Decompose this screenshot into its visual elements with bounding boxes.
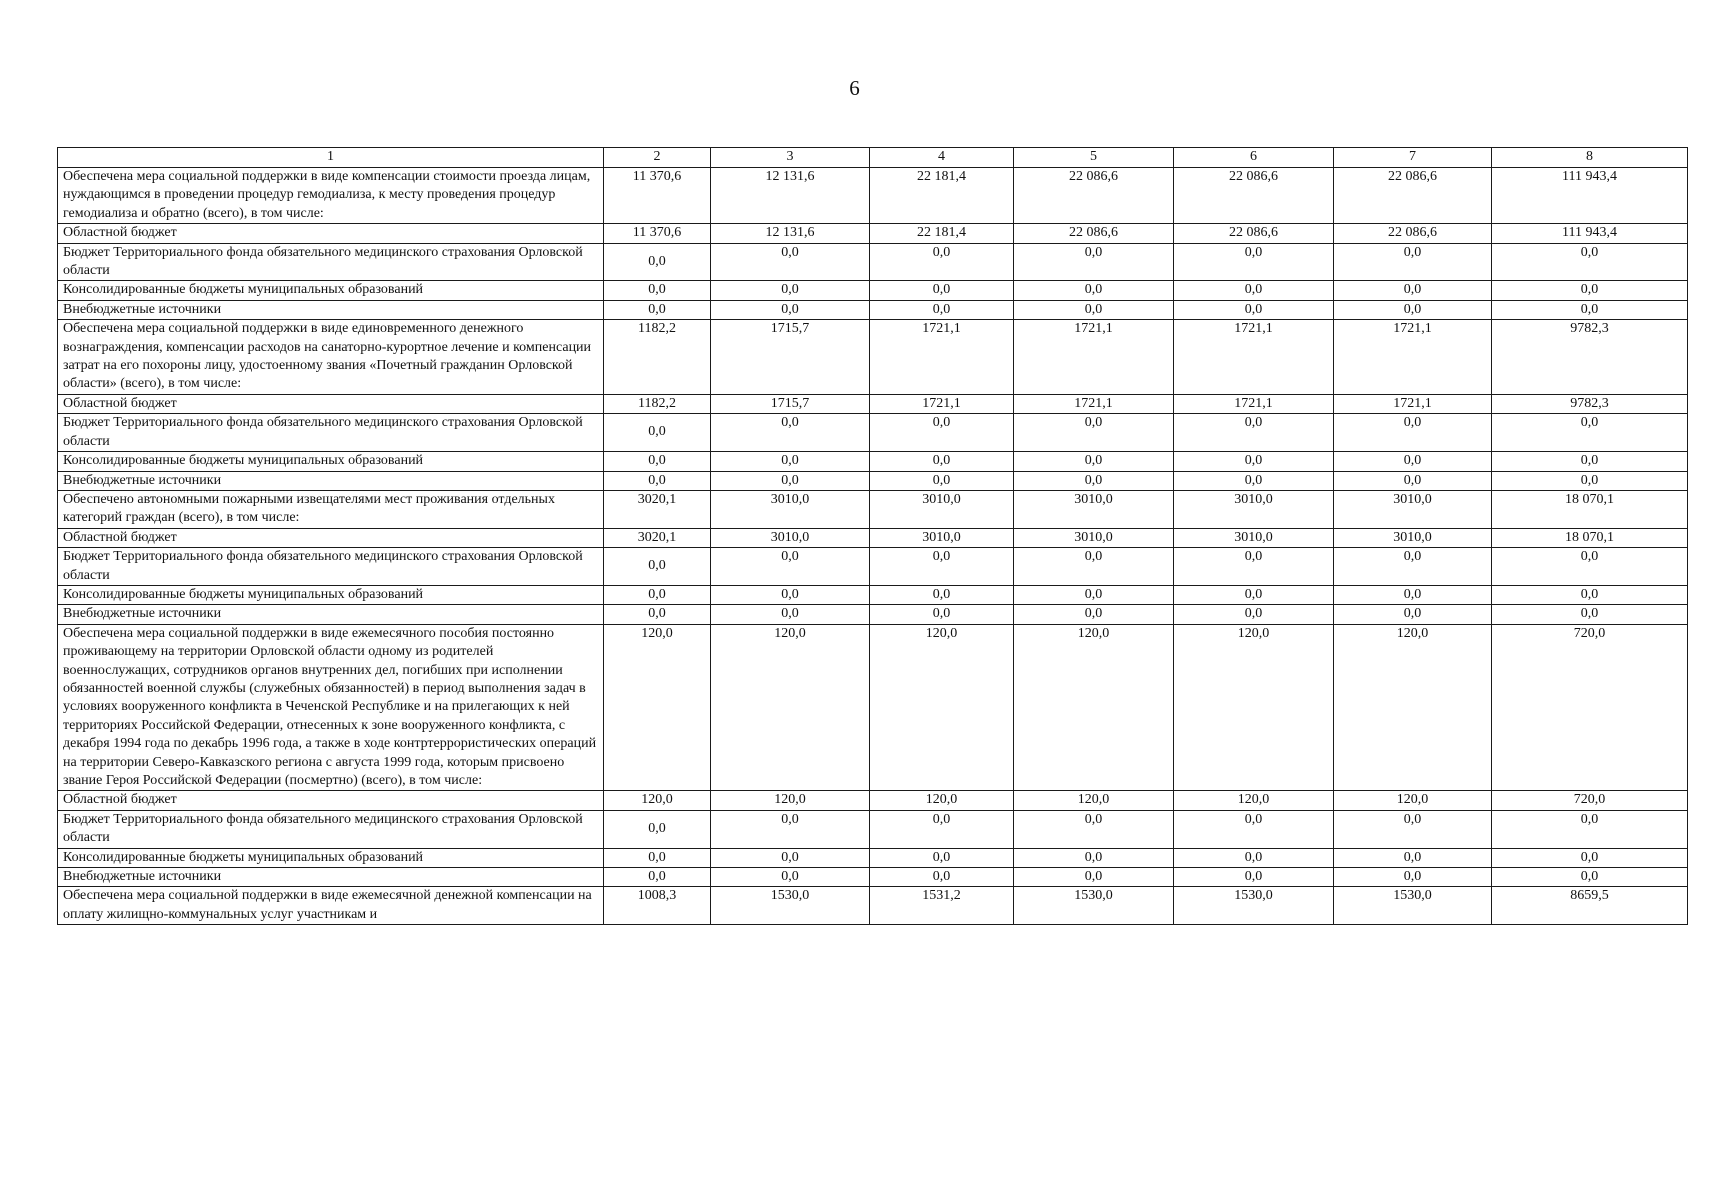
table-row	[58, 605, 1688, 624]
value-cell: 120,0	[1014, 791, 1174, 810]
value-cell: 1721,1	[1174, 394, 1334, 413]
value-cell: 3010,0	[1014, 490, 1174, 528]
value-cell: 120,0	[1174, 624, 1334, 791]
value-cell: 120,0	[1334, 624, 1492, 791]
value-cell: 0,0	[1334, 868, 1492, 887]
table-row	[58, 490, 1688, 528]
value-cell: 0,0	[870, 300, 1014, 319]
value-cell: 0,0	[1014, 868, 1174, 887]
value-cell: 1715,7	[711, 394, 870, 413]
value-cell: 0,0	[1174, 868, 1334, 887]
value-cell: 111 943,4	[1492, 224, 1688, 243]
header-cell: 3	[711, 148, 870, 168]
table-row	[58, 848, 1688, 867]
header-cell: 1	[58, 148, 604, 168]
value-cell: 1530,0	[711, 887, 870, 925]
value-cell: 3010,0	[1014, 528, 1174, 547]
value-cell: 0,0	[711, 548, 870, 586]
value-cell: 0,0	[1174, 414, 1334, 452]
table-row	[58, 791, 1688, 810]
row-label: Обеспечена мера социальной поддержки в виде ежемесячного пособия постоянно проживающему на территории Орловской области одному из родителей военнослужащих, сотрудников органов внутренних дел, погибших при исполнении обязанностей военной службы (служебных обязанностей) в период выполнения задач в условиях вооруженного конфликта в Чеченской Республике и на прилегающих к ней территориях Российской Федерации, отнесенных к зоне вооруженного конфликта, с декабря 1994 года по декабрь 1996 года, а также в ходе контртеррористических операций на территории Северо-Кавказского региона с августа 1999 года, которым присвоено звание Героя Российской Федерации (посмертно) (всего), в том числе:	[58, 624, 604, 791]
row-label: Консолидированные бюджеты муниципальных образований	[58, 281, 604, 300]
value-cell: 3020,1	[604, 528, 711, 547]
value-cell: 120,0	[604, 624, 711, 791]
value-cell: 0,0	[870, 848, 1014, 867]
value-cell: 1530,0	[1014, 887, 1174, 925]
value-cell: 0,0	[1174, 281, 1334, 300]
value-cell: 0,0	[1014, 605, 1174, 624]
table-row	[58, 394, 1688, 413]
value-cell: 22 086,6	[1174, 168, 1334, 224]
value-cell: 0,0	[711, 868, 870, 887]
value-cell: 1715,7	[711, 320, 870, 395]
value-cell: 18 070,1	[1492, 490, 1688, 528]
value-cell: 18 070,1	[1492, 528, 1688, 547]
value-cell: 0,0	[711, 281, 870, 300]
row-label: Консолидированные бюджеты муниципальных образований	[58, 848, 604, 867]
table-row	[58, 810, 1688, 848]
value-cell: 0,0	[1334, 605, 1492, 624]
table-row	[58, 471, 1688, 490]
value-cell: 0,0	[1174, 585, 1334, 604]
budget-table	[57, 147, 1688, 925]
table-row	[58, 243, 1688, 281]
table-header-row	[58, 148, 1688, 168]
row-label: Консолидированные бюджеты муниципальных образований	[58, 585, 604, 604]
header-cell: 5	[1014, 148, 1174, 168]
value-cell: 0,0	[1492, 300, 1688, 319]
value-cell: 3010,0	[870, 490, 1014, 528]
value-cell: 0,0	[711, 452, 870, 471]
value-cell: 0,0	[1014, 243, 1174, 281]
value-cell: 0,0	[1492, 848, 1688, 867]
value-cell: 0,0	[604, 471, 711, 490]
value-cell: 720,0	[1492, 624, 1688, 791]
value-cell: 3010,0	[1174, 490, 1334, 528]
value-cell: 0,0	[1014, 414, 1174, 452]
value-cell: 0,0	[1014, 471, 1174, 490]
value-cell: 1182,2	[604, 394, 711, 413]
value-cell: 22 086,6	[1174, 224, 1334, 243]
value-cell: 120,0	[711, 624, 870, 791]
header-cell: 7	[1334, 148, 1492, 168]
value-cell: 0,0	[1014, 300, 1174, 319]
value-cell: 1721,1	[870, 394, 1014, 413]
value-cell: 0,0	[1174, 548, 1334, 586]
value-cell: 0,0	[870, 414, 1014, 452]
value-cell: 3020,1	[604, 490, 711, 528]
value-cell: 0,0	[870, 548, 1014, 586]
value-cell: 12 131,6	[711, 168, 870, 224]
value-cell: 11 370,6	[604, 168, 711, 224]
value-cell: 0,0	[870, 605, 1014, 624]
value-cell: 1182,2	[604, 320, 711, 395]
row-label: Областной бюджет	[58, 394, 604, 413]
value-cell: 0,0	[1014, 848, 1174, 867]
value-cell: 0,0	[604, 548, 711, 586]
value-cell: 0,0	[1174, 300, 1334, 319]
value-cell: 1721,1	[1334, 320, 1492, 395]
value-cell: 0,0	[1334, 585, 1492, 604]
value-cell: 0,0	[604, 300, 711, 319]
row-label: Обеспечена мера социальной поддержки в виде ежемесячной денежной компенсации на оплату жилищно-коммунальных услуг участникам и	[58, 887, 604, 925]
table-row	[58, 528, 1688, 547]
value-cell: 1721,1	[1334, 394, 1492, 413]
row-label: Внебюджетные источники	[58, 471, 604, 490]
value-cell: 0,0	[1174, 810, 1334, 848]
value-cell: 0,0	[1334, 300, 1492, 319]
value-cell: 120,0	[870, 791, 1014, 810]
row-label: Обеспечена мера социальной поддержки в виде единовременного денежного вознаграждения, компенсации расходов на санаторно-курортное лечение и компенсации затрат на его похороны лицу, удостоенному звания «Почетный гражданин Орловской области» (всего), в том числе:	[58, 320, 604, 395]
value-cell: 120,0	[870, 624, 1014, 791]
value-cell: 120,0	[1334, 791, 1492, 810]
value-cell: 0,0	[1174, 605, 1334, 624]
value-cell: 0,0	[1492, 868, 1688, 887]
value-cell: 0,0	[870, 471, 1014, 490]
row-label: Бюджет Территориального фонда обязательного медицинского страхования Орловской области	[58, 810, 604, 848]
value-cell: 0,0	[1334, 243, 1492, 281]
value-cell: 0,0	[1014, 452, 1174, 471]
table-row	[58, 887, 1688, 925]
row-label: Внебюджетные источники	[58, 605, 604, 624]
value-cell: 0,0	[1334, 471, 1492, 490]
value-cell: 0,0	[1492, 281, 1688, 300]
value-cell: 0,0	[604, 281, 711, 300]
value-cell: 3010,0	[870, 528, 1014, 547]
value-cell: 0,0	[1492, 452, 1688, 471]
row-label: Внебюджетные источники	[58, 868, 604, 887]
header-cell: 4	[870, 148, 1014, 168]
value-cell: 0,0	[1174, 452, 1334, 471]
value-cell: 0,0	[1334, 810, 1492, 848]
value-cell: 0,0	[1492, 810, 1688, 848]
value-cell: 0,0	[604, 452, 711, 471]
row-label: Обеспечена мера социальной поддержки в виде компенсации стоимости проезда лицам, нуждающимся в проведении процедур гемодиализа, к месту проведения процедур гемодиализа и обратно (всего), в том числе:	[58, 168, 604, 224]
value-cell: 0,0	[1334, 452, 1492, 471]
value-cell: 22 086,6	[1014, 224, 1174, 243]
value-cell: 0,0	[1334, 548, 1492, 586]
row-label: Областной бюджет	[58, 224, 604, 243]
value-cell: 9782,3	[1492, 394, 1688, 413]
value-cell: 0,0	[870, 810, 1014, 848]
table-row	[58, 585, 1688, 604]
value-cell: 0,0	[604, 848, 711, 867]
row-label: Областной бюджет	[58, 791, 604, 810]
value-cell: 120,0	[711, 791, 870, 810]
value-cell: 3010,0	[1334, 490, 1492, 528]
value-cell: 1721,1	[1014, 394, 1174, 413]
value-cell: 0,0	[604, 810, 711, 848]
value-cell: 0,0	[711, 300, 870, 319]
row-label: Обеспечено автономными пожарными извещателями мест проживания отдельных категорий граждан (всего), в том числе:	[58, 490, 604, 528]
value-cell: 0,0	[1014, 281, 1174, 300]
value-cell: 0,0	[870, 243, 1014, 281]
table-row	[58, 452, 1688, 471]
row-label: Областной бюджет	[58, 528, 604, 547]
value-cell: 0,0	[711, 243, 870, 281]
value-cell: 0,0	[1492, 243, 1688, 281]
value-cell: 0,0	[1014, 548, 1174, 586]
table-row	[58, 281, 1688, 300]
value-cell: 0,0	[1014, 810, 1174, 848]
value-cell: 0,0	[711, 585, 870, 604]
table-row	[58, 224, 1688, 243]
value-cell: 1008,3	[604, 887, 711, 925]
value-cell: 0,0	[711, 414, 870, 452]
value-cell: 1721,1	[1174, 320, 1334, 395]
header-cell: 6	[1174, 148, 1334, 168]
value-cell: 0,0	[1492, 585, 1688, 604]
value-cell: 0,0	[870, 452, 1014, 471]
value-cell: 0,0	[711, 848, 870, 867]
value-cell: 0,0	[1334, 414, 1492, 452]
value-cell: 9782,3	[1492, 320, 1688, 395]
value-cell: 22 086,6	[1014, 168, 1174, 224]
value-cell: 3010,0	[1334, 528, 1492, 547]
header-cell: 8	[1492, 148, 1688, 168]
value-cell: 120,0	[1174, 791, 1334, 810]
value-cell: 22 086,6	[1334, 168, 1492, 224]
value-cell: 0,0	[604, 414, 711, 452]
row-label: Бюджет Территориального фонда обязательного медицинского страхования Орловской области	[58, 243, 604, 281]
value-cell: 120,0	[604, 791, 711, 810]
value-cell: 3010,0	[1174, 528, 1334, 547]
row-label: Бюджет Территориального фонда обязательного медицинского страхования Орловской области	[58, 548, 604, 586]
row-label: Консолидированные бюджеты муниципальных образований	[58, 452, 604, 471]
row-label: Внебюджетные источники	[58, 300, 604, 319]
value-cell: 22 086,6	[1334, 224, 1492, 243]
value-cell: 111 943,4	[1492, 168, 1688, 224]
value-cell: 0,0	[870, 281, 1014, 300]
value-cell: 0,0	[870, 868, 1014, 887]
value-cell: 0,0	[711, 605, 870, 624]
value-cell: 22 181,4	[870, 224, 1014, 243]
header-cell: 2	[604, 148, 711, 168]
table-row	[58, 624, 1688, 791]
value-cell: 1531,2	[870, 887, 1014, 925]
value-cell: 0,0	[870, 585, 1014, 604]
value-cell: 0,0	[1014, 585, 1174, 604]
value-cell: 0,0	[604, 243, 711, 281]
value-cell: 0,0	[711, 471, 870, 490]
value-cell: 1530,0	[1174, 887, 1334, 925]
value-cell: 11 370,6	[604, 224, 711, 243]
value-cell: 0,0	[1334, 848, 1492, 867]
table-row	[58, 300, 1688, 319]
value-cell: 0,0	[1334, 281, 1492, 300]
table-row	[58, 168, 1688, 224]
value-cell: 1530,0	[1334, 887, 1492, 925]
table-body	[58, 148, 1688, 925]
value-cell: 12 131,6	[711, 224, 870, 243]
value-cell: 0,0	[604, 868, 711, 887]
value-cell: 720,0	[1492, 791, 1688, 810]
value-cell: 0,0	[1174, 243, 1334, 281]
value-cell: 8659,5	[1492, 887, 1688, 925]
value-cell: 0,0	[1492, 414, 1688, 452]
row-label: Бюджет Территориального фонда обязательного медицинского страхования Орловской области	[58, 414, 604, 452]
value-cell: 0,0	[1174, 471, 1334, 490]
value-cell: 22 181,4	[870, 168, 1014, 224]
value-cell: 0,0	[1492, 471, 1688, 490]
value-cell: 0,0	[1174, 848, 1334, 867]
value-cell: 3010,0	[711, 528, 870, 547]
value-cell: 3010,0	[711, 490, 870, 528]
value-cell: 120,0	[1014, 624, 1174, 791]
value-cell: 1721,1	[870, 320, 1014, 395]
value-cell: 1721,1	[1014, 320, 1174, 395]
page-number: 6	[849, 76, 860, 100]
value-cell: 0,0	[1492, 548, 1688, 586]
value-cell: 0,0	[604, 585, 711, 604]
table-row	[58, 548, 1688, 586]
value-cell: 0,0	[1492, 605, 1688, 624]
table-row	[58, 414, 1688, 452]
table-row	[58, 868, 1688, 887]
value-cell: 0,0	[711, 810, 870, 848]
value-cell: 0,0	[604, 605, 711, 624]
table-row	[58, 320, 1688, 395]
